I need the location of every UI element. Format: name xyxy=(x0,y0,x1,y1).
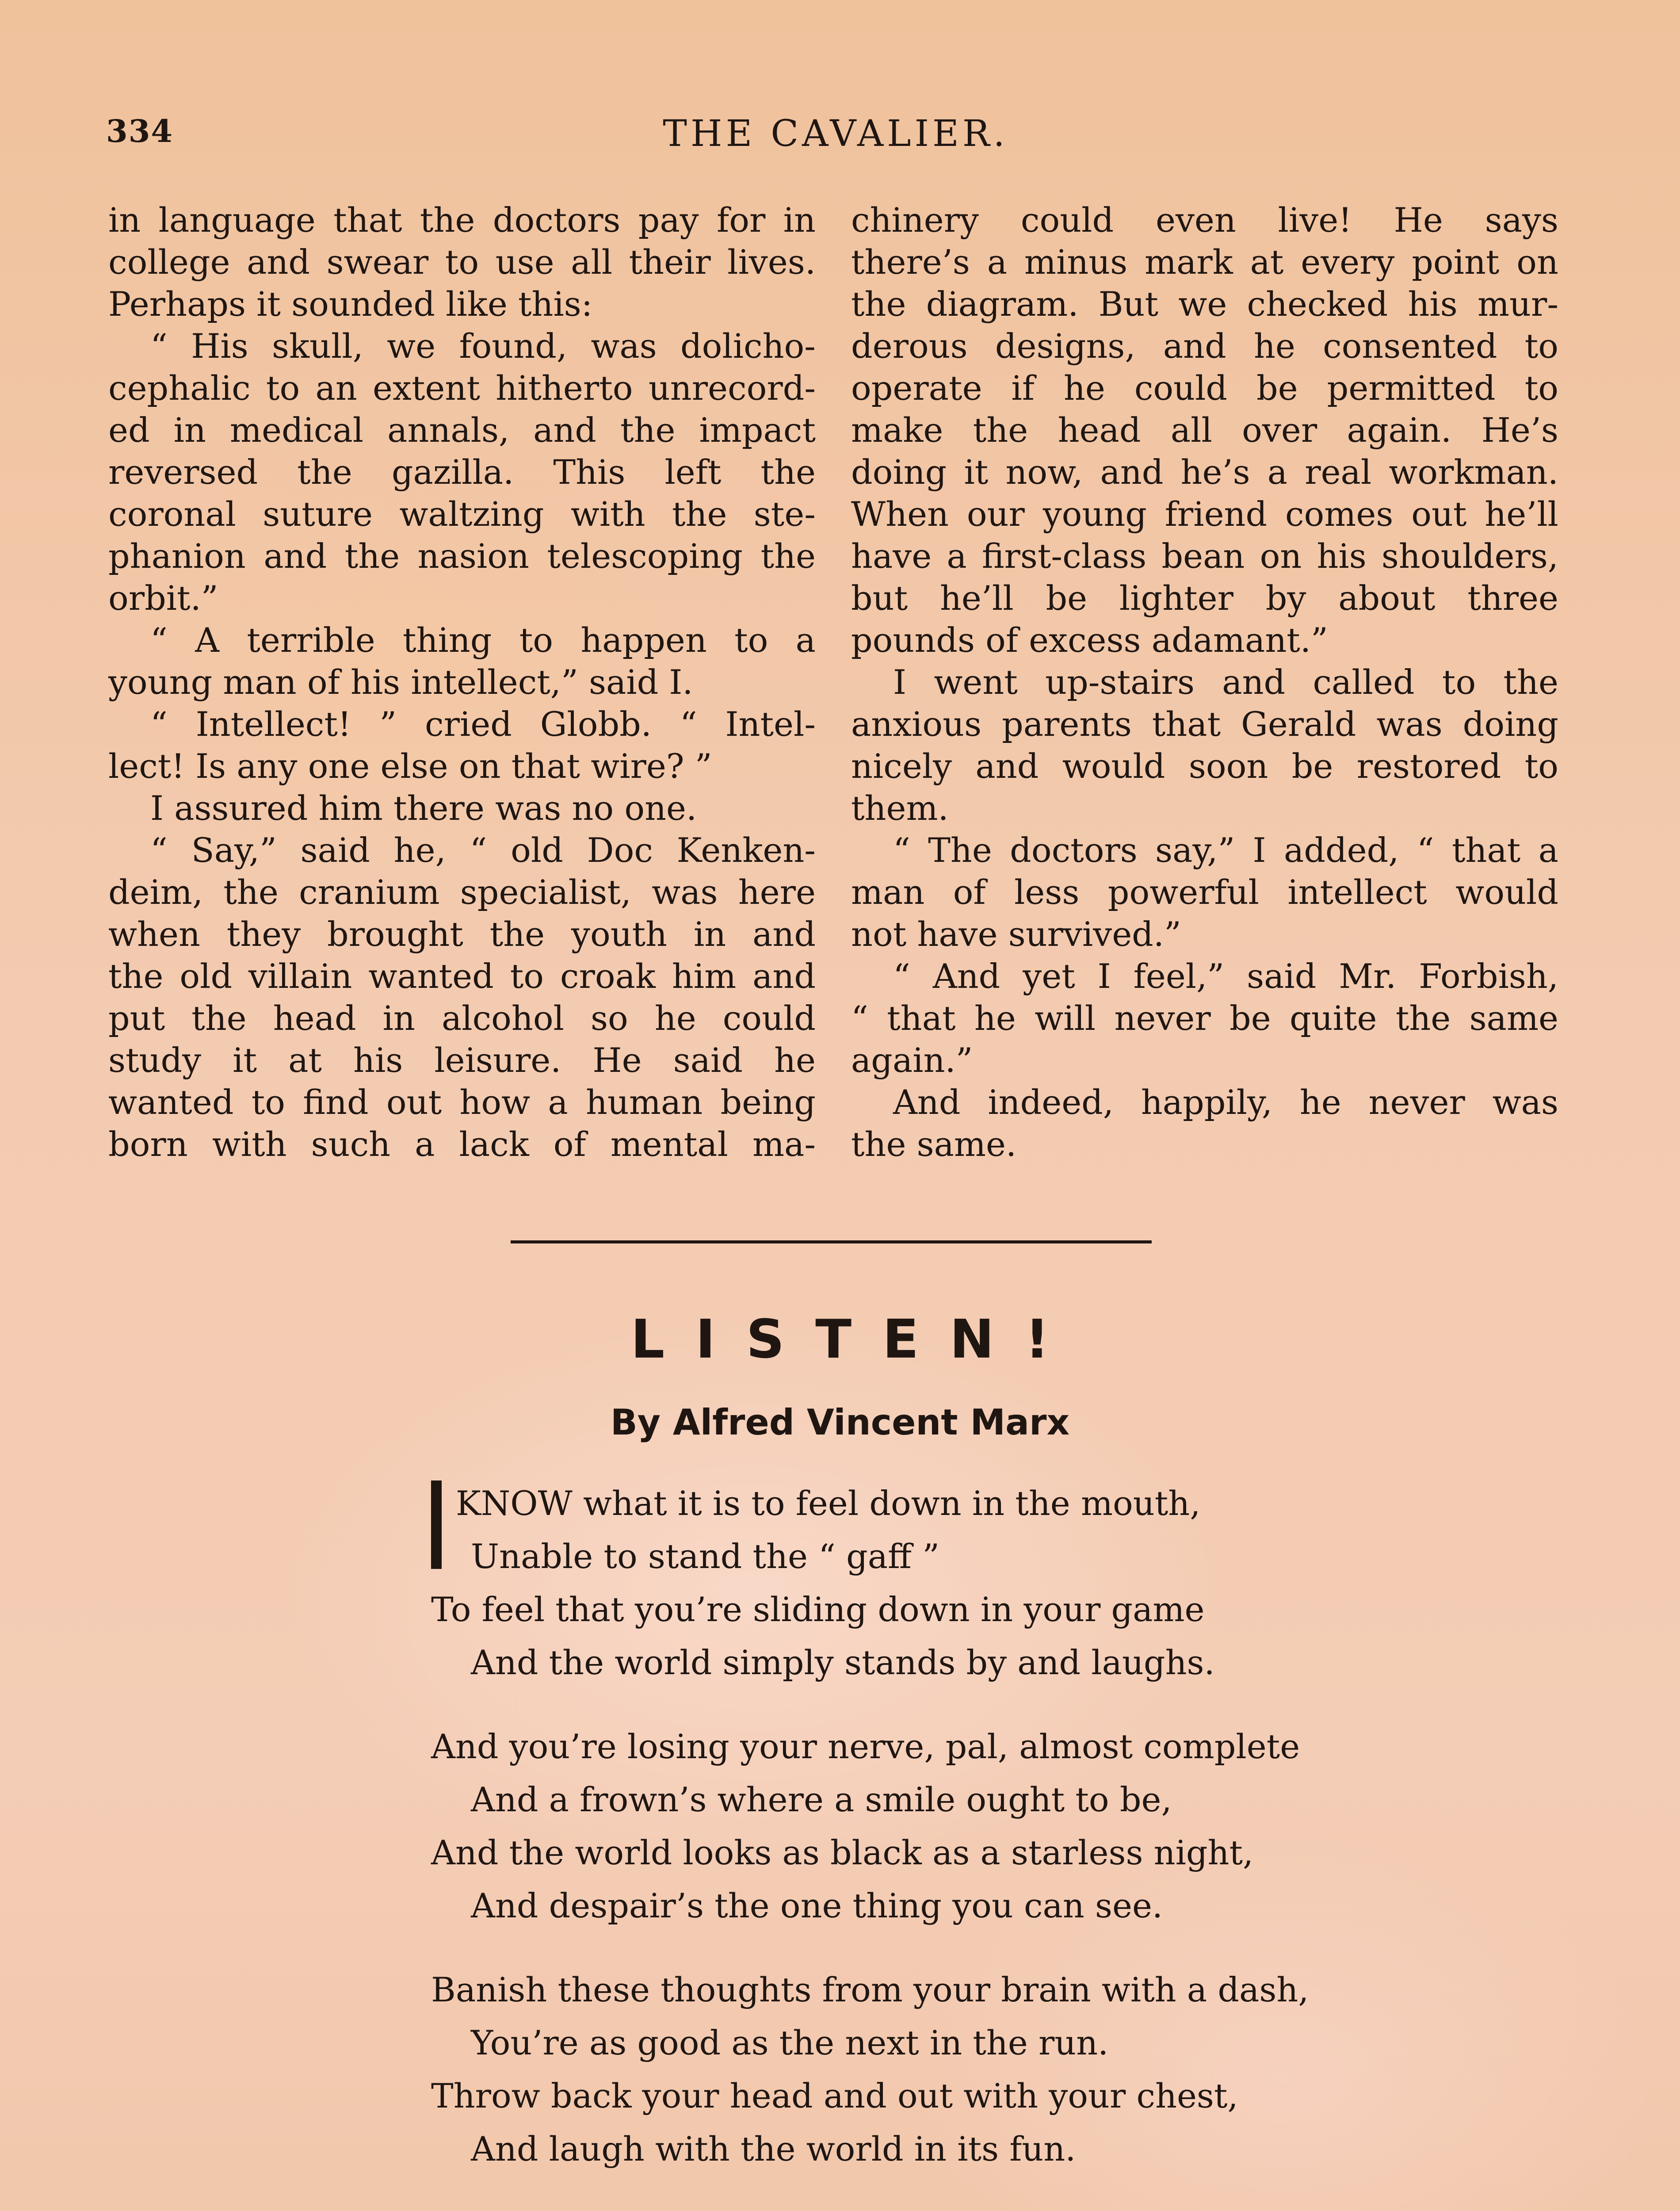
running-head xyxy=(106,113,1565,161)
story-line: “ A terrible thing to happen to a xyxy=(150,620,816,660)
story-line: And indeed, happily, he never was xyxy=(893,1083,1558,1122)
story-line: not have survived.” xyxy=(851,914,1181,954)
story-line: “ The doctors say,” I added, “ that a xyxy=(893,830,1558,870)
section-divider xyxy=(511,1240,1152,1243)
poem-stanza xyxy=(431,1963,1536,2176)
story-line: “ And yet I feel,” said Mr. Forbish, xyxy=(893,956,1558,996)
story-line: I assured him there was no one. xyxy=(150,788,697,828)
poem-line: Unable to stand the “ gaff ” xyxy=(471,1537,940,1576)
story-line: I went up-stairs and called to the xyxy=(893,662,1558,702)
poem-line: You’re as good as the next in the run. xyxy=(471,2023,1109,2062)
story-line: “ Intellect! ” cried Globb. “ Intel- xyxy=(150,704,816,744)
poem-stanza xyxy=(431,1477,1536,1689)
poem-title: LISTEN! xyxy=(630,1309,1081,1370)
poem-line: To feel that you’re sliding down in your game xyxy=(431,1590,1205,1629)
story-line: doing it now, and he’s a real workman. xyxy=(851,452,1558,492)
story-column-right xyxy=(851,199,1558,1165)
story-line: pounds of excess adamant.” xyxy=(851,620,1328,660)
magazine-title: THE CAVALIER. xyxy=(663,113,1008,155)
poem-stanza xyxy=(431,2207,1536,2211)
story-line: wanted to find out how a human being xyxy=(108,1083,816,1122)
story-line: college and swear to use all their lives. xyxy=(108,242,816,282)
story-line: the old villain wanted to croak him and xyxy=(108,956,816,996)
poem-line: And you’re losing your nerve, pal, almost complete xyxy=(431,1727,1300,1766)
story-line: reversed the gazilla. This left the xyxy=(108,452,816,492)
poem-line: Throw back your head and out with your chest, xyxy=(431,2076,1238,2115)
story-line: phanion and the nasion telescoping the xyxy=(108,536,816,576)
story-line: born with such a lack of mental ma- xyxy=(108,1125,816,1164)
story-line: man of less powerful intellect would xyxy=(851,872,1558,912)
poem-line: KNOW what it is to feel down in the mouth, xyxy=(456,1484,1201,1523)
story-line: make the head all over again. He’s xyxy=(851,410,1558,450)
poem-line xyxy=(431,2207,1536,2211)
poem-line: Banish these thoughts from your brain with a dash, xyxy=(431,1970,1309,2009)
story-line: deim, the cranium specialist, was here xyxy=(108,872,816,912)
story-line: there’s a minus mark at every point on xyxy=(851,242,1558,282)
story-line: put the head in alcohol so he could xyxy=(108,998,816,1038)
poem-line: And a frown’s where a smile ought to be, xyxy=(471,1780,1172,1819)
story-line: operate if he could be permitted to xyxy=(851,368,1558,408)
drop-cap xyxy=(431,1480,442,1569)
story-line: the same. xyxy=(851,1125,1017,1164)
poem-line: And the world looks as black as a starless night, xyxy=(431,1833,1254,1872)
story-column-left xyxy=(108,199,816,1165)
poem-body xyxy=(431,1477,1536,2211)
poem-line: And the world simply stands by and laughs. xyxy=(471,1643,1215,1682)
story-line: study it at his leisure. He said he xyxy=(108,1040,816,1080)
poem-line: And laugh with the world in its fun. xyxy=(471,2129,1076,2169)
poem-stanza xyxy=(431,1720,1536,1932)
story-line: them. xyxy=(851,788,949,828)
story-line: ed in medical annals, and the impact xyxy=(108,410,816,450)
story-line: the diagram. But we checked his mur- xyxy=(851,284,1558,324)
story-line: nicely and would soon be restored to xyxy=(851,746,1558,786)
story-line: chinery could even live! He says xyxy=(851,200,1558,240)
story-line: have a first-class bean on his shoulders, xyxy=(851,536,1558,576)
story-line: anxious parents that Gerald was doing xyxy=(851,704,1558,744)
story-line: orbit.” xyxy=(108,578,218,618)
story-line: “ that he will never be quite the same xyxy=(851,998,1558,1038)
story-line: Perhaps it sounded like this: xyxy=(108,284,593,324)
story-line: lect! Is any one else on that wire? ” xyxy=(108,746,712,786)
story-line: again.” xyxy=(851,1040,973,1080)
story-line: “ His skull, we found, was dolicho- xyxy=(150,326,816,366)
story-line: but he’ll be lighter by about three xyxy=(851,578,1558,618)
story-line: in language that the doctors pay for in xyxy=(108,200,816,240)
story-line: young man of his intellect,” said I. xyxy=(108,662,693,702)
story-line: “ Say,” said he, “ old Doc Kenken- xyxy=(150,830,816,870)
page-number: 334 xyxy=(106,113,174,149)
poem-byline: By Alfred Vincent Marx xyxy=(610,1402,1070,1443)
story-line: When our young friend comes out he’ll xyxy=(851,494,1558,534)
story-line: coronal suture waltzing with the ste- xyxy=(108,494,816,534)
story-line: derous designs, and he consented to xyxy=(851,326,1558,366)
story-line: when they brought the youth in and xyxy=(108,914,816,954)
poem-line: And despair’s the one thing you can see. xyxy=(471,1886,1163,1925)
story-line: cephalic to an extent hitherto unrecord- xyxy=(108,368,816,408)
